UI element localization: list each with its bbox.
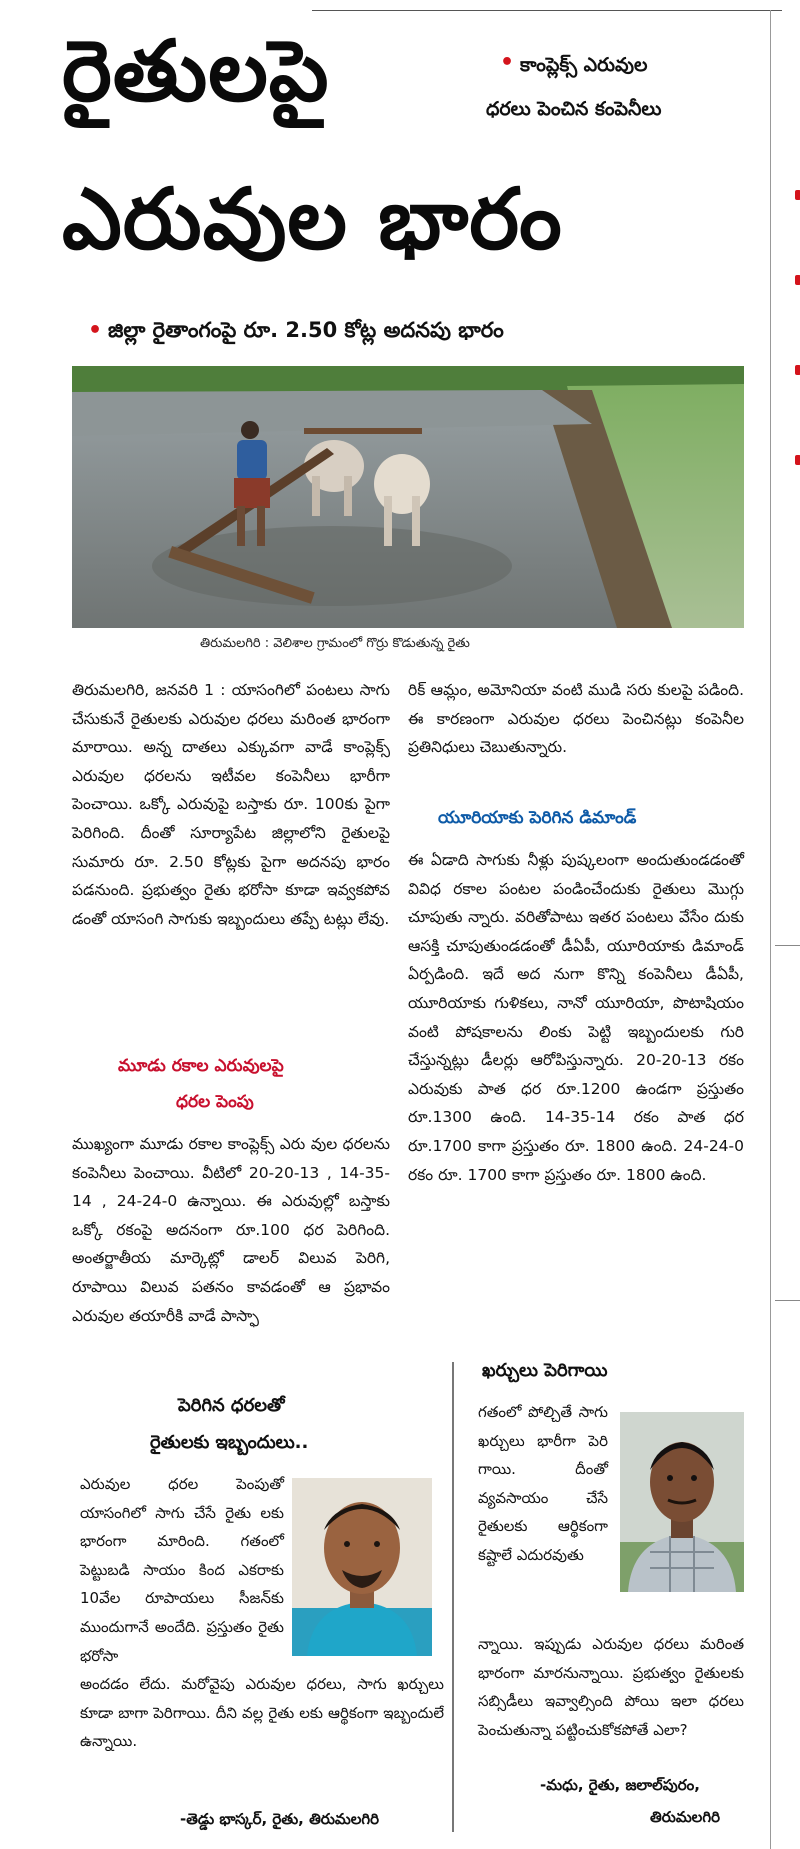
article-body-urea: ఈ ఏడాది సాగుకు నీళ్లు పుష్కలంగా అందుతుండడంతో వివిధ రకాల పంటల పండించేందుకు రైతులు మొగ్గు చూపుతు న్నారు. వరితోపాటు ఇతర పంటలు వేసేం దుకు ఆసక్తి చూపుతుండడంతో డీఏపీ, యూరియాకు డిమాండ్ ఏర్పడింది. ఇదే అద నుగా కొన్ని కంపెనీలు డీఏపీ, యూరియాకు గుళికలు, నానో యూరియా, పొటాషియం వంటి పోషకాలను లింకు పెట్టి ఇబ్బందులకు గురి చేస్తున్నట్లు డీలర్లు ఆరోపిస్తున్నారు. 20-20-13 రకం ఎరువుకు పాత ధర రూ.1200 ఉండగా ప్రస్తుతం రూ.1300 ఉంది. 14-35-14 రకం పాత ధర రూ.1700 కాగా ప్రస్తుతం రూ. 1800 ఉంది. 24-24-0 రకం రూ. 1700 కాగా ప్రస్తుతం రూ. 1800 ఉంది. bbox=[408, 851, 744, 1184]
subhead-three-fertilizers-line1: మూడు రకాల ఎరువులపై bbox=[118, 1056, 284, 1076]
article-column-left bbox=[72, 676, 390, 933]
strip-divider bbox=[775, 945, 800, 946]
box-left-text-top: ఎరువుల ధరల పెంపుతో యాసంగిలో సాగు చేసే రైతు లకు భారంగా మారింది. గతంలో పెట్టుబడి సాయం కింద ఎకరాకు 10వేల రూపాయలు సీజన్‌కు ముందుగానే అందేది. ప్రస్తుతం రైతు భరోసా bbox=[80, 1475, 284, 1665]
box-left-body-full bbox=[80, 1670, 444, 1756]
box-right-text-bottom: న్నాయి. ఇప్పుడు ఎరువుల ధరలు మరింత భారంగా మారనున్నాయి. ప్రభుత్వం రైతులకు సబ్సిడీలు ఇవ్వాల్సింది పోయి ఇలా ధరలు పెంచుతున్నా పట్టించుకోకపోతే ఎలా? bbox=[478, 1635, 744, 1739]
headline-line2: ఎరువుల భారం bbox=[62, 170, 563, 268]
box-right-body-wrap bbox=[478, 1398, 608, 1570]
farmer-portrait-bhaskar bbox=[292, 1478, 432, 1656]
top-rule bbox=[312, 10, 782, 11]
strip-bullet bbox=[795, 190, 800, 200]
box-left-text-bottom: అందడం లేదు. మరోవైపు ఎరువుల ధరలు, సాగు ఖర్చులు కూడా బాగా పెరిగాయి. దీని వల్ల రైతు లకు ఆర్థికంగా ఇబ్బందులే ఉన్నాయి. bbox=[80, 1675, 444, 1751]
strip-divider bbox=[775, 1300, 800, 1301]
box-right-body-full bbox=[478, 1630, 744, 1744]
strip-bullet bbox=[795, 455, 800, 465]
article-body-continued: రిక్ ఆమ్లం, అమోనియా వంటి ముడి సరు కులపై పడింది. ఈ కారణంగా ఎరువుల ధరలు పెంచినట్లు కంపెనీల ప్రతినిధులు చెబుతున్నారు. bbox=[408, 681, 744, 757]
box-left-subhead-line1: పెరిగిన ధరలతో bbox=[178, 1395, 285, 1416]
deck-line1: కాంప్లెక్స్ ఎరువుల bbox=[520, 54, 648, 76]
box-right-signature-line1: -మధు, రైతు, జలాల్‌పురం, bbox=[540, 1776, 700, 1794]
box-left-body-wrap bbox=[80, 1470, 284, 1670]
farmer-ploughing-photo bbox=[72, 366, 744, 628]
article-intro: తిరుమలగిరి, జనవరి 1 : యాసంగిలో పంటలు సాగు చేసుకునే రైతులకు ఎరువుల ధరలు మరింత భారంగా మారాయి. అన్న దాతలు ఎక్కువగా వాడే కాంప్లెక్స్ ఎరువుల ధరలను ఇటీవల కంపెనీలు భారీగా పెంచాయి. ఒక్కో ఎరువుపై బస్తాకు రూ. 100కు పైగా పెరిగింది. దీంతో సూర్యాపేట జిల్లాలోని రైతులపై సుమారు రూ. 2.50 కోట్లకు పైగా అదనపు భారం పడనుంది. ప్రభుత్వం రైతు భరోసా కూడా ఇవ్వకపోవ డంతో యాసంగి సాగుకు ఇబ్బందులు తప్పే టట్లు లేవు. bbox=[72, 681, 390, 928]
article-body-prices: ముఖ్యంగా మూడు రకాల కాంప్లెక్స్ ఎరు వుల ధరలను కంపెనీలు పెంచాయి. వీటిలో 20-20-13 , 14-35-14 , 24-24-0 ఉన్నాయి. ఈ ఎరువుల్లో బస్తాకు ఒక్కో రకంపై అదనంగా రూ.100 ధర పెరిగింది. అంతర్జాతీయ మార్కెట్లో డాలర్ విలువ పెరిగి, రూపాయి విలువ పతనం కావడంతో ఆ ప్రభావం ఎరువుల తయారీకి వాడే పాస్ఫా bbox=[72, 1135, 390, 1325]
subhead-urea-demand: యూరియాకు పెరిగిన డిమాండ్ bbox=[438, 808, 637, 828]
deck-bullet-icon: • bbox=[500, 50, 515, 75]
article-column-right bbox=[408, 676, 744, 762]
box-divider bbox=[452, 1362, 454, 1832]
box-left-subhead-line2: రైతులకు ఇబ్బందులు.. bbox=[150, 1432, 309, 1453]
farmer-portrait-madhu bbox=[620, 1412, 744, 1592]
headline-line1: రైతులపై bbox=[62, 22, 330, 120]
adjacent-article-strip bbox=[770, 10, 800, 1849]
subhead-three-fertilizers-line2: ధరల పెంపు bbox=[176, 1092, 254, 1112]
box-left-signature: -తెడ్డు భాస్కర్, రైతు, తిరుమలగిరి bbox=[180, 1810, 380, 1828]
photo-caption: తిరుమలగిరి : వెలిశాల గ్రామంలో గొర్రు కొడుతున్న రైతు bbox=[200, 636, 470, 651]
strip-bullet bbox=[795, 365, 800, 375]
subdeck: జిల్లా రైతాంగంపై రూ. 2.50 కోట్ల అదనపు భారం bbox=[108, 318, 504, 342]
article-column-right-part2 bbox=[408, 846, 744, 1189]
subdeck-bullet-icon: • bbox=[88, 318, 103, 343]
news-photo bbox=[72, 366, 744, 628]
box-right-signature-line2: తిరుమలగిరి bbox=[650, 1808, 720, 1826]
box-right-subhead: ఖర్చులు పెరిగాయి bbox=[482, 1360, 608, 1381]
strip-bullet bbox=[795, 275, 800, 285]
deck-line2: ధరలు పెంచిన కంపెనీలు bbox=[486, 98, 662, 120]
article-column-left-part2 bbox=[72, 1130, 390, 1330]
box-right-text-top: గతంలో పోల్చితే సాగు ఖర్చులు భారీగా పెరి గాయి. దీంతో వ్యవసాయం చేసే రైతులకు ఆర్థికంగా కష్టాలే ఎదురవుతు bbox=[478, 1403, 608, 1564]
